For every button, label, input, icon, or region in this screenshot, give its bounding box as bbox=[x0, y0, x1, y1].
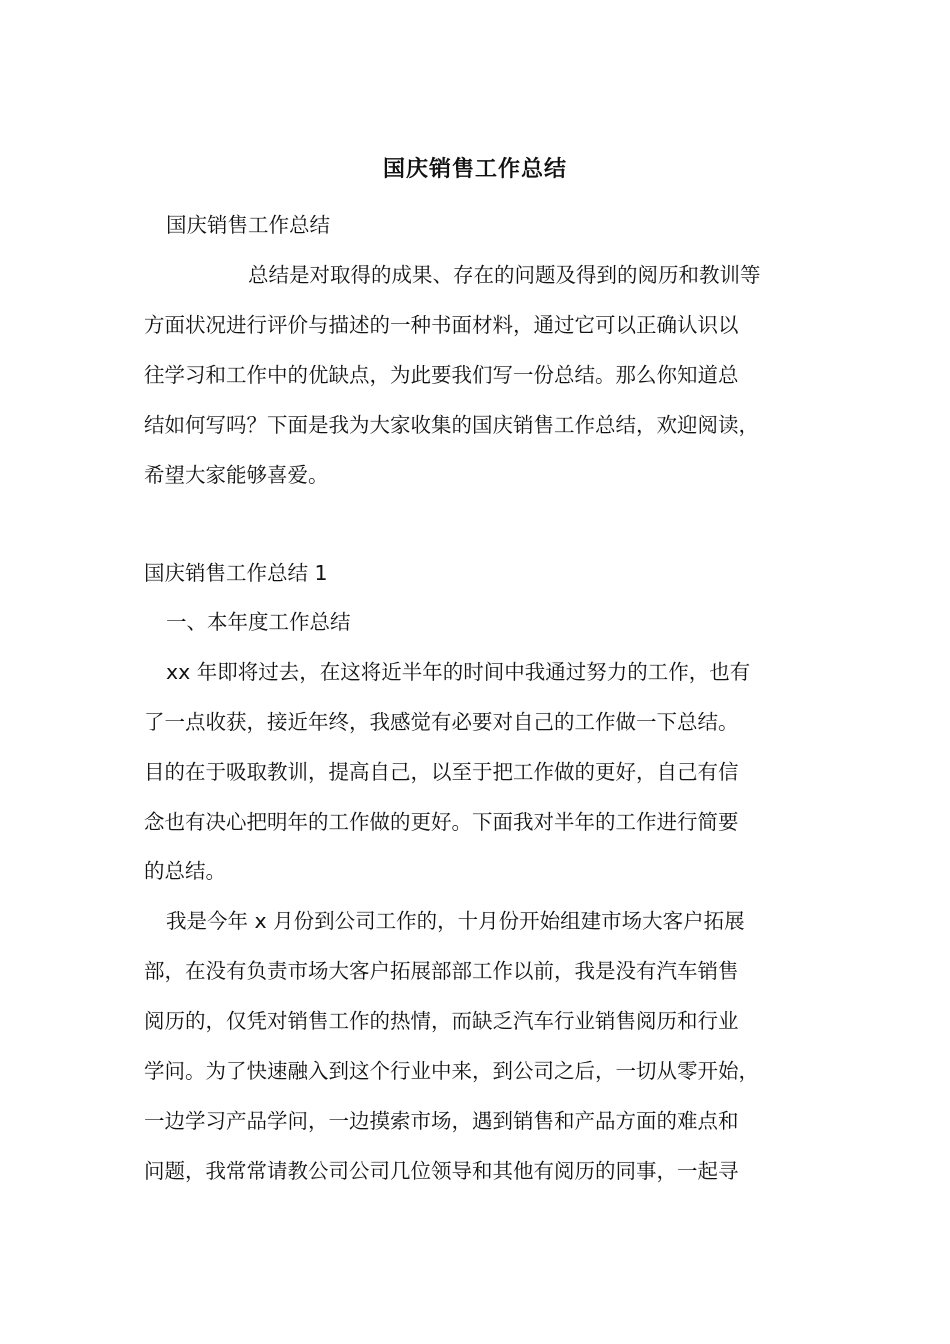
paragraph1-line: 念也有决心把明年的工作做的更好。下面我对半年的工作进行简要 bbox=[144, 810, 739, 834]
document-subtitle: 国庆销售工作总结 bbox=[166, 213, 330, 237]
intro-line: 总结是对取得的成果、存在的问题及得到的阅历和教训等 bbox=[248, 263, 761, 287]
intro-line: 希望大家能够喜爱。 bbox=[144, 463, 329, 487]
subheading: 一、本年度工作总结 bbox=[166, 610, 351, 634]
paragraph2-line: 阅历的，仅凭对销售工作的热情，而缺乏汽车行业销售阅历和行业 bbox=[144, 1009, 739, 1033]
paragraph2-line: 一边学习产品学问，一边摸索市场，遇到销售和产品方面的难点和 bbox=[144, 1109, 739, 1133]
intro-line: 方面状况进行评价与描述的一种书面材料，通过它可以正确认识以 bbox=[144, 313, 739, 337]
paragraph2-line: 问题，我常常请教公司公司几位领导和其他有阅历的同事，一起寻 bbox=[144, 1159, 739, 1183]
paragraph2-line: 我是今年 x 月份到公司工作的，十月份开始组建市场大客户拓展 bbox=[166, 909, 745, 933]
paragraph2-line: 学问。为了快速融入到这个行业中来，到公司之后，一切从零开始， bbox=[144, 1059, 759, 1083]
intro-line: 往学习和工作中的优缺点，为此要我们写一份总结。那么你知道总 bbox=[144, 363, 739, 387]
document-title: 国庆销售工作总结 bbox=[382, 157, 567, 182]
paragraph1-line: 了一点收获，接近年终，我感觉有必要对自己的工作做一下总结。 bbox=[144, 710, 739, 734]
paragraph1-line: 的总结。 bbox=[144, 859, 226, 883]
paragraph2-line: 部，在没有负责市场大客户拓展部部工作以前，我是没有汽车销售 bbox=[144, 959, 739, 983]
intro-line: 结如何写吗？下面是我为大家收集的国庆销售工作总结，欢迎阅读， bbox=[144, 413, 759, 437]
paragraph1-line: 目的在于吸取教训，提高自己，以至于把工作做的更好，自己有信 bbox=[144, 760, 739, 784]
section-heading: 国庆销售工作总结 1 bbox=[144, 561, 328, 585]
paragraph1-line: xx 年即将过去，在这将近半年的时间中我通过努力的工作，也有 bbox=[166, 660, 751, 684]
